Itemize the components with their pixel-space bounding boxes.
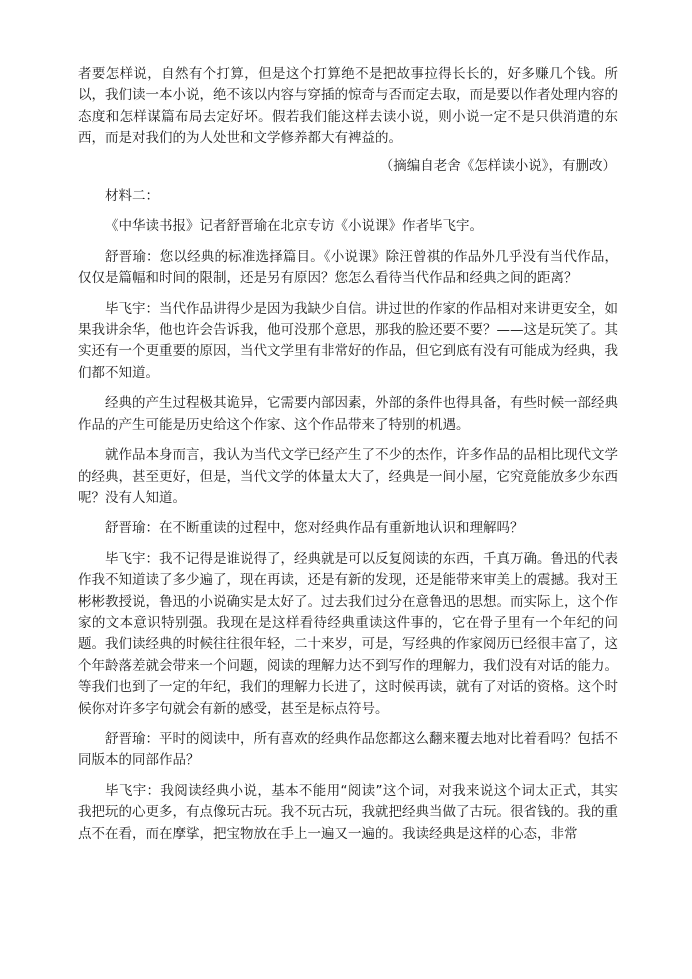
paragraph: 舒晋瑜：平时的阅读中，所有喜欢的经典作品您都这么翻来覆去地对比着看吗？包括不同版本的同部作品？ [78, 730, 618, 769]
paragraph: 毕飞宇：当代作品讲得少是因为我缺少自信。讲过世的作家的作品相对来讲更安全，如果我讲余华，他也许会告诉我，他可没那个意思，那我的脸还要不要？——这是玩笑了。其实还有一个更重要的原因，当代文学里有非常好的作品，但它到底有没有可能成为经典，我们都不知道。 [78, 300, 618, 381]
interview-intro: 《中华读书报》记者舒晋瑜在北京专访《小说课》作者毕飞宇。 [105, 218, 483, 235]
paragraph: 舒晋瑜：在不断重读的过程中，您对经典作品有重新地认识和理解吗？ [105, 520, 524, 537]
material1-tail-paragraph: 者要怎样说，自然有个打算，但是这个打算绝不是把故事拉得长长的，好多赚几个钱。所以，我们读一本小说，绝不该以内容与穿插的惊奇与否而定去取，而是要以作者处理内容的态度和怎样谋篇布局去定好坏。假若我们能这样去读小说，则小说一定不是只供消遣的东西，而是对我们的为人处世和文学修养都大有裨益的。 [78, 66, 618, 147]
paragraph: 经典的产生过程极其诡异，它需要内部因素，外部的条件也得具备，有些时候一部经典作品的产生可能是历史给这个作家、这个作品带来了特别的机遇。 [78, 395, 618, 433]
material2-heading: 材料二： [105, 188, 159, 205]
document-page [78, 64, 618, 845]
material1-source-citation: （摘编自老舍《怎样读小说》，有删改） [379, 157, 616, 174]
paragraph: 就作品本身而言，我认为当代文学已经产生了不少的杰作，许多作品的品相比现代文学的经典，甚至更好，但是，当代文学的体量太大了，经典是一间小屋，它究竟能放多少东西呢？没有人知道。 [78, 447, 618, 506]
paragraph: 毕飞宇：我不记得是谁说得了，经典就是可以反复阅读的东西，千真万确。鲁迅的代表作我不知道读了多少遍了，现在再读，还是有新的发现，还是能带来审美上的震撼。我对王彬彬教授说，鲁迅的小说确实是太好了。过去我们过分在意鲁迅的思想。而实际上，这个作家的文本意识特别强。我现在是这样看待经典重读这件事的，它在骨子里有一个年纪的问题。我们读经典的时候往往很年轻，二十来岁，可是，写经典的作家阅历已经很丰富了，这个年龄落差就会带来一个问题，阅读的理解力达不到写作的理解力，我们没有对话的能力。等我们也到了一定的年纪，我们的理解力长进了，这时候再读，就有了对话的资格。这个时候你对许多字句就会有新的感受，甚至是标点符号。 [78, 550, 618, 717]
paragraph: 毕飞宇：我阅读经典小说，基本不能用“阅读”这个词，对我来说这个词太正式，其实我把玩的心更多，有点像玩古玩。我不玩古玩，我就把经典当做了古玩。很省钱的。我的重点不在看，而在摩挲，把宝物放在手上一遍又一遍的。我读经典是这样的心态，非常 [78, 782, 618, 842]
paragraph: 舒晋瑜：您以经典的标准选择篇目。《小说课》除汪曾祺的作品外几乎没有当代作品，仅仅是篇幅和时间的限制，还是另有原因？您怎么看待当代作品和经典之间的距离？ [78, 248, 618, 287]
